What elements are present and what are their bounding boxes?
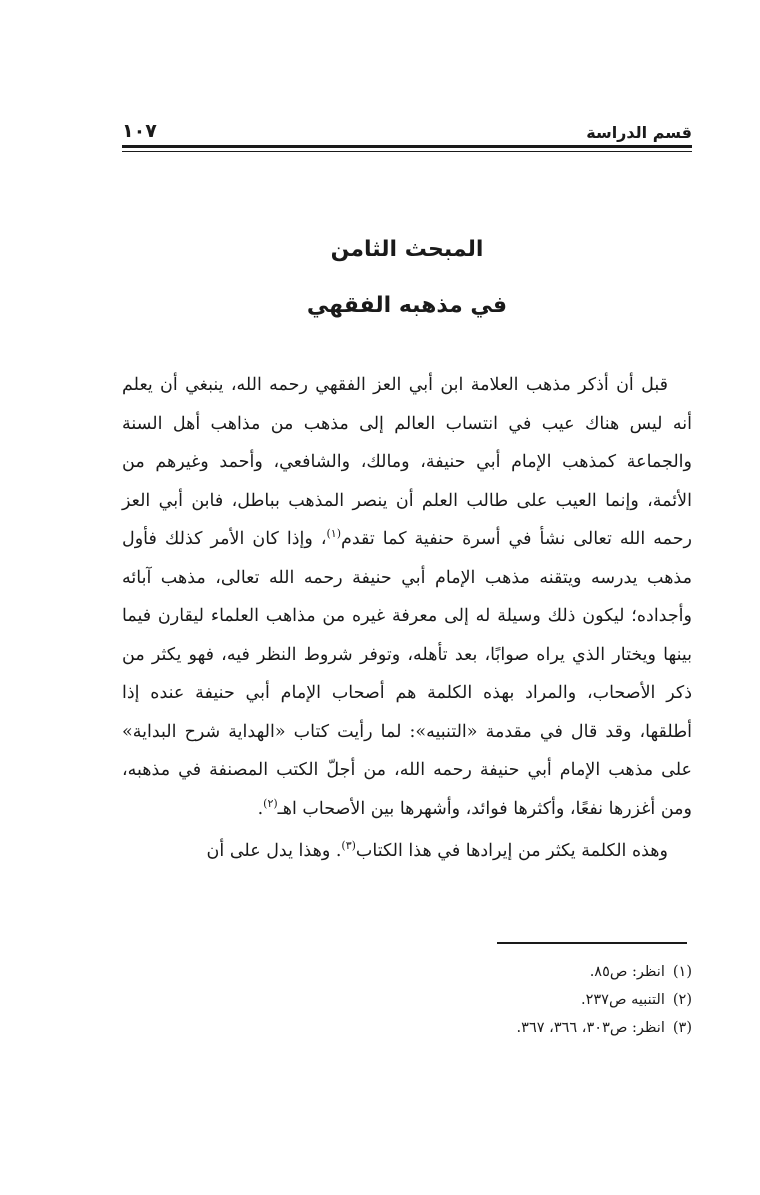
footnote-text: التنبيه ص٢٣٧.	[581, 992, 665, 1008]
header-rule-thick	[122, 145, 692, 148]
section-heading	[122, 222, 692, 334]
paragraph-2-part-b: . وهذا يدل على أن	[206, 841, 342, 861]
page-header	[122, 112, 692, 142]
header-rule-thin	[122, 151, 692, 152]
footnote-number: (٢)	[672, 992, 692, 1008]
running-title: قسم الدراسة	[586, 123, 692, 142]
footnote-ref-2: (٢)	[263, 796, 278, 810]
section-subtitle: في مذهبه الفقهي	[306, 293, 508, 318]
footnote-number: (٣)	[672, 1020, 692, 1036]
paragraph-1-part-b: ، وإذا كان الأمر كذلك فأول مذهب يدرسه ويتقنه مذهب الإمام أبي حنيفة رحمه الله تعالى، مذهب آبائه وأجداده؛ ليكون ذلك وسيلة له إلى معرفة غيره من مذاهب العلماء ليقارن فيما بينها ويختار الذي يراه صوابًا، بعد تأهله، وتوفر شروط النظر فيه، فهو يكثر من ذكر الأصحاب، والمراد بهذه الكلمة هم أصحاب الإمام أبي حنيفة عنده إذا أطلقها، وقد قال في مقدمة «التنبيه»: لما رأيت كتاب «الهداية شرح البداية» على مذهب الإمام أبي حنيفة رحمه الله، من أجلّ الكتب المصنفة في مذهبه، ومن أغزرها نفعًا، وأكثرها فوائد، وأشهرها بين الأصحاب اهـ	[122, 529, 692, 819]
page-number: ١٠٧	[122, 120, 157, 142]
footnote	[122, 986, 692, 1014]
footnote	[122, 958, 692, 986]
footnote	[122, 1014, 692, 1042]
paragraph-1	[122, 366, 692, 828]
section-title: المبحث الثامن	[330, 237, 484, 262]
footnote-text: انظر: ص٣٠٣، ٣٦٦، ٣٦٧.	[516, 1020, 665, 1036]
footnote-text: انظر: ص٨٥.	[589, 964, 665, 980]
footnote-number: (١)	[672, 964, 692, 980]
paragraph-2-part-a: وهذه الكلمة يكثر من إيرادها في هذا الكتاب	[355, 841, 668, 861]
footnotes	[122, 958, 692, 1042]
body-text	[122, 366, 692, 871]
footnote-ref-1: (١)	[326, 527, 341, 541]
paragraph-1-part-a: قبل أن أذكر مذهب العلامة ابن أبي العز الفقهي رحمه الله، ينبغي أن يعلم أنه ليس هناك عيب في انتساب العالم إلى مذهب من مذاهب أهل السنة والجماعة كمذهب الإمام أبي حنيفة، ومالك، والشافعي، وأحمد وغيرهم من الأئمة، وإنما العيب على طالب العلم أن ينصر المذهب بباطل، فابن أبي العز رحمه الله تعالى نشأ في أسرة حنفية كما تقدم	[122, 375, 692, 549]
paragraph-2	[122, 832, 692, 871]
footnote-separator	[497, 942, 687, 944]
footnote-ref-3: (٣)	[341, 839, 356, 853]
paragraph-1-end: .	[257, 798, 264, 819]
